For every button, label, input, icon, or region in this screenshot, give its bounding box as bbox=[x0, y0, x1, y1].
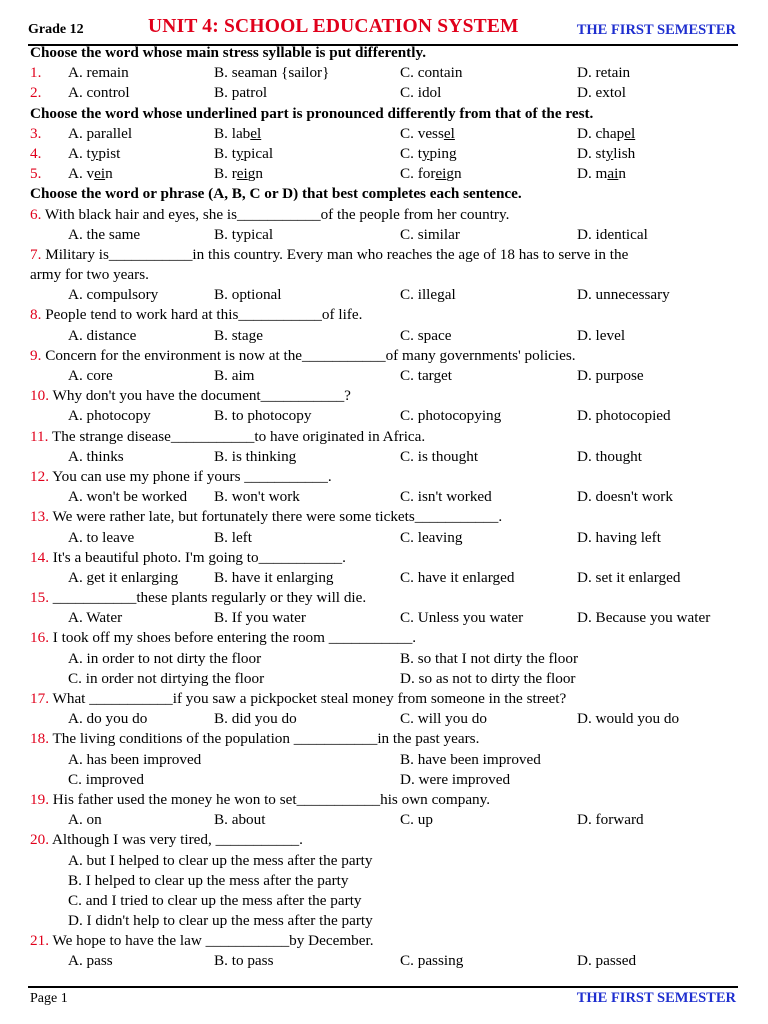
option-d[interactable]: D. passed bbox=[577, 952, 637, 970]
option-b[interactable]: B. so that I not dirty the floor bbox=[400, 649, 579, 667]
question-text: You can use my phone if yours ___________. bbox=[52, 467, 332, 485]
option-a[interactable]: A. won't be worked bbox=[68, 488, 188, 506]
question-7-options bbox=[30, 285, 742, 305]
question-text: People tend to work hard at this___________of life. bbox=[45, 306, 363, 324]
grade-label: Grade 12 bbox=[28, 22, 84, 37]
section-instruction-complete: Choose the word or phrase (A, B, C or D) that best completes each sentence. bbox=[30, 185, 522, 203]
option-d[interactable]: D. photocopied bbox=[577, 407, 671, 425]
underlined-part: ai bbox=[607, 165, 619, 183]
option-c[interactable]: C. target bbox=[400, 367, 453, 384]
option-c[interactable]: C. passing bbox=[400, 952, 464, 970]
section-instruction-stress: Choose the word whose main stress syllable is put differently. bbox=[30, 44, 427, 61]
question-text: We were rather late, but fortunately there were some tickets___________. bbox=[52, 508, 503, 526]
option-c[interactable] bbox=[400, 164, 462, 184]
question-8-stem bbox=[30, 305, 742, 325]
question-12-options bbox=[30, 487, 742, 507]
option-a[interactable]: A. photocopy bbox=[68, 407, 151, 425]
question-13-options bbox=[30, 528, 742, 548]
question-18-stem bbox=[30, 729, 742, 749]
option-b[interactable]: B. have it enlarging bbox=[214, 568, 334, 586]
option-c[interactable]: C. have it enlarged bbox=[400, 568, 515, 586]
underlined-part: el bbox=[443, 124, 455, 142]
question-10-stem bbox=[30, 386, 742, 406]
question-21-options bbox=[30, 951, 742, 972]
option-a[interactable]: A. in order to not dirty the floor bbox=[68, 649, 262, 667]
option-a[interactable]: A. on bbox=[68, 811, 102, 829]
option-b[interactable]: B. I helped to clear up the mess after the party bbox=[68, 871, 349, 889]
option-text: D. chap bbox=[577, 124, 625, 142]
question-number: 1. bbox=[30, 64, 42, 82]
option-text: D. st bbox=[577, 144, 606, 162]
question-19-options bbox=[30, 810, 742, 830]
page-number: Page 1 bbox=[30, 991, 68, 1006]
option-text: n bbox=[105, 165, 113, 183]
option-d[interactable]: D. thought bbox=[577, 447, 642, 465]
option-d[interactable]: D. so as not to dirty the floor bbox=[400, 669, 576, 687]
question-6-options bbox=[30, 225, 742, 245]
option-b[interactable] bbox=[214, 144, 273, 164]
option-c[interactable]: C. idol bbox=[400, 84, 442, 102]
page-footer bbox=[28, 986, 738, 1006]
option-a[interactable]: A. but I helped to clear up the mess after the party bbox=[68, 851, 373, 869]
option-b[interactable]: B. to pass bbox=[214, 952, 274, 970]
option-a[interactable]: A. remain bbox=[68, 64, 129, 82]
question-text: His father used the money he won to set___________his own company. bbox=[52, 790, 491, 808]
question-number: 20. bbox=[30, 831, 49, 849]
option-text: pical bbox=[243, 144, 274, 162]
option-c[interactable]: C. similar bbox=[400, 225, 460, 243]
question-15-options bbox=[30, 608, 742, 628]
question-number: 14. bbox=[30, 548, 49, 566]
option-b[interactable] bbox=[214, 124, 261, 144]
exercise-content bbox=[30, 43, 742, 972]
option-d[interactable]: D. set it enlarged bbox=[577, 568, 681, 586]
option-a[interactable]: A. do you do bbox=[68, 710, 148, 728]
option-c[interactable]: C. illegal bbox=[400, 286, 456, 304]
option-c[interactable]: C. will you do bbox=[400, 710, 487, 728]
option-b[interactable]: B. left bbox=[214, 528, 252, 546]
option-d[interactable]: D. Because you water bbox=[577, 609, 711, 627]
option-text: n bbox=[618, 165, 626, 183]
question-9-stem bbox=[30, 346, 742, 366]
option-d[interactable]: D. extol bbox=[577, 84, 626, 102]
option-c[interactable]: C. and I tried to clear up the mess after the party bbox=[68, 891, 362, 909]
question-number: 21. bbox=[30, 932, 49, 950]
unit-title: UNIT 4: SCHOOL EDUCATION SYSTEM bbox=[148, 16, 519, 37]
question-16-options-row1 bbox=[30, 649, 742, 669]
question-text: It's a beautiful photo. I'm going to___________. bbox=[52, 548, 346, 566]
question-text: What ___________if you saw a pickpocket steal money from someone in the street? bbox=[52, 690, 567, 707]
question-11-options bbox=[30, 447, 742, 467]
option-d[interactable]: D. identical bbox=[577, 225, 648, 243]
option-a[interactable]: A. control bbox=[68, 84, 130, 102]
underlined-part: ei bbox=[94, 165, 106, 183]
option-a[interactable]: A. to leave bbox=[68, 528, 135, 546]
option-c[interactable]: C. in order not dirtying the floor bbox=[68, 669, 265, 687]
option-b[interactable]: B. optional bbox=[214, 286, 282, 304]
question-7-stem-continued: army for two years. bbox=[30, 266, 149, 284]
option-d[interactable]: D. I didn't help to clear up the mess after the party bbox=[68, 912, 373, 930]
question-number: 2. bbox=[30, 84, 42, 102]
option-b[interactable]: B. stage bbox=[214, 326, 263, 344]
option-a[interactable]: A. the same bbox=[68, 225, 141, 243]
option-text: lish bbox=[613, 144, 636, 162]
question-text: I took off my shoes before entering the room ___________. bbox=[52, 629, 417, 647]
question-17-options bbox=[30, 709, 742, 729]
semester-label: THE FIRST SEMESTER bbox=[576, 22, 736, 38]
question-number: 18. bbox=[30, 730, 49, 748]
option-b[interactable]: B. to photocopy bbox=[214, 407, 312, 425]
underlined-part: ei bbox=[435, 165, 447, 183]
question-text: Concern for the environment is now at the___________of many governments' policies. bbox=[45, 346, 576, 364]
underlined-part: y bbox=[235, 144, 244, 162]
question-20-stem bbox=[30, 830, 742, 850]
option-c[interactable]: C. up bbox=[400, 811, 433, 829]
option-d[interactable]: D. were improved bbox=[400, 770, 511, 788]
option-d[interactable]: D. retain bbox=[577, 64, 631, 82]
option-d[interactable]: D. purpose bbox=[577, 367, 644, 384]
option-a[interactable]: A. pass bbox=[68, 952, 113, 970]
option-text: B. lab bbox=[214, 124, 251, 142]
question-number: 19. bbox=[30, 790, 49, 808]
underlined-part: y bbox=[605, 144, 614, 162]
option-c[interactable]: C. isn't worked bbox=[400, 488, 492, 506]
option-d[interactable]: D. level bbox=[577, 326, 626, 344]
question-6-stem bbox=[30, 205, 742, 225]
option-c[interactable]: C. Unless you water bbox=[400, 609, 524, 627]
question-text: ___________these plants regularly or they will die. bbox=[52, 589, 367, 607]
option-b[interactable]: B. did you do bbox=[214, 710, 297, 728]
question-number: 8. bbox=[30, 306, 42, 324]
section-instruction-pronounce: Choose the word whose underlined part is pronounced differently from that of the rest. bbox=[30, 104, 594, 122]
question-number: 6. bbox=[30, 205, 42, 223]
option-d[interactable]: D. doesn't work bbox=[577, 488, 673, 506]
question-number: 12. bbox=[30, 467, 49, 485]
option-c[interactable]: C. photocopying bbox=[400, 407, 502, 425]
option-text: gn bbox=[247, 165, 263, 183]
option-d[interactable] bbox=[577, 144, 635, 164]
option-b[interactable]: B. have been improved bbox=[400, 750, 541, 768]
option-b[interactable]: B. patrol bbox=[214, 84, 268, 102]
question-text: Military is___________in this country. Every man who reaches the age of 18 has to serve in the bbox=[45, 245, 629, 263]
question-number: 11. bbox=[30, 427, 49, 445]
option-a[interactable]: A. distance bbox=[68, 326, 137, 344]
question-10-options bbox=[30, 406, 742, 426]
option-a[interactable]: A. has been improved bbox=[68, 750, 202, 768]
question-19-stem bbox=[30, 790, 742, 810]
option-d[interactable]: D. having left bbox=[577, 528, 661, 546]
option-a[interactable]: A. parallel bbox=[68, 124, 133, 142]
option-b[interactable]: B. is thinking bbox=[214, 447, 297, 465]
option-b[interactable]: B. seaman {sailor} bbox=[214, 64, 330, 82]
option-text: D. m bbox=[577, 165, 608, 183]
question-number: 16. bbox=[30, 629, 49, 647]
option-a[interactable]: A. thinks bbox=[68, 447, 124, 465]
question-9-options bbox=[30, 366, 742, 386]
option-c[interactable] bbox=[400, 144, 457, 164]
option-a[interactable] bbox=[68, 144, 120, 164]
question-text: The strange disease___________to have originated in Africa. bbox=[51, 427, 426, 445]
option-text: gn bbox=[446, 165, 462, 183]
question-number: 4. bbox=[30, 144, 42, 162]
question-11-stem bbox=[30, 427, 742, 447]
question-number: 5. bbox=[30, 165, 42, 183]
question-number: 3. bbox=[30, 124, 42, 142]
question-number: 13. bbox=[30, 508, 49, 526]
question-4 bbox=[30, 144, 742, 164]
option-text: C. for bbox=[400, 165, 436, 183]
question-text: Although I was very tired, ___________. bbox=[51, 831, 303, 849]
option-d[interactable]: D. would you do bbox=[577, 710, 680, 728]
footer-semester-label: THE FIRST SEMESTER bbox=[576, 990, 736, 1006]
question-7-stem bbox=[30, 245, 742, 265]
question-15-stem bbox=[30, 588, 742, 608]
option-b[interactable] bbox=[214, 164, 263, 184]
option-b[interactable]: B. won't work bbox=[214, 488, 300, 506]
option-c[interactable]: C. improved bbox=[68, 770, 144, 788]
question-16-options-row2 bbox=[30, 669, 742, 689]
option-a[interactable]: A. Water bbox=[68, 609, 123, 627]
option-c[interactable]: C. space bbox=[400, 326, 452, 344]
option-text: pist bbox=[98, 144, 121, 162]
question-12-stem bbox=[30, 467, 742, 487]
question-16-stem bbox=[30, 628, 742, 648]
question-8-options bbox=[30, 326, 742, 346]
underlined-part: el bbox=[250, 124, 262, 142]
question-1 bbox=[30, 63, 742, 83]
option-c[interactable] bbox=[400, 124, 455, 144]
question-14-options bbox=[30, 568, 742, 588]
underlined-part: y bbox=[90, 144, 99, 162]
page-header bbox=[28, 18, 738, 46]
option-text: ping bbox=[429, 144, 457, 162]
question-18-options-row2 bbox=[30, 770, 742, 790]
option-text: C. vess bbox=[400, 124, 444, 142]
underlined-part: y bbox=[421, 144, 430, 162]
underlined-part: el bbox=[624, 124, 636, 142]
option-text: C. t bbox=[400, 144, 422, 162]
option-b[interactable]: B. about bbox=[214, 811, 266, 829]
underlined-part: ei bbox=[236, 165, 248, 183]
option-text: B. r bbox=[214, 165, 237, 183]
option-b[interactable]: B. If you water bbox=[214, 609, 306, 627]
question-text: Why don't you have the document___________? bbox=[52, 387, 351, 405]
question-number: 7. bbox=[30, 245, 42, 263]
question-text: We hope to have the law ___________by December. bbox=[52, 932, 374, 950]
question-18-options-row1 bbox=[30, 750, 742, 770]
option-text: A. t bbox=[68, 144, 91, 162]
option-a[interactable]: A. compulsory bbox=[68, 286, 159, 304]
question-3 bbox=[30, 124, 742, 144]
question-number: 17. bbox=[30, 690, 49, 707]
option-a[interactable]: A. core bbox=[68, 367, 113, 384]
option-c[interactable]: C. leaving bbox=[400, 528, 463, 546]
option-a[interactable]: A. get it enlarging bbox=[68, 568, 179, 586]
option-c[interactable]: C. is thought bbox=[400, 447, 479, 465]
question-number: 15. bbox=[30, 589, 49, 607]
option-d[interactable] bbox=[577, 124, 635, 144]
option-d[interactable]: D. forward bbox=[577, 811, 644, 829]
option-b[interactable]: B. typical bbox=[214, 225, 274, 243]
question-5 bbox=[30, 164, 742, 184]
question-number: 10. bbox=[30, 387, 49, 405]
question-text: The living conditions of the population ___________in the past years. bbox=[52, 730, 480, 748]
option-b[interactable]: B. aim bbox=[214, 367, 255, 384]
question-2 bbox=[30, 83, 742, 103]
question-number: 9. bbox=[30, 346, 42, 364]
question-17-stem bbox=[30, 689, 742, 709]
option-d[interactable] bbox=[577, 164, 626, 184]
option-c[interactable]: C. contain bbox=[400, 64, 463, 82]
question-21-stem bbox=[30, 931, 742, 951]
option-text: A. v bbox=[68, 165, 95, 183]
question-text: With black hair and eyes, she is___________of the people from her country. bbox=[44, 205, 510, 223]
question-14-stem bbox=[30, 548, 742, 568]
option-text: B. t bbox=[214, 144, 236, 162]
option-d[interactable]: D. unnecessary bbox=[577, 286, 670, 304]
option-a[interactable] bbox=[68, 164, 113, 184]
question-13-stem bbox=[30, 507, 742, 527]
